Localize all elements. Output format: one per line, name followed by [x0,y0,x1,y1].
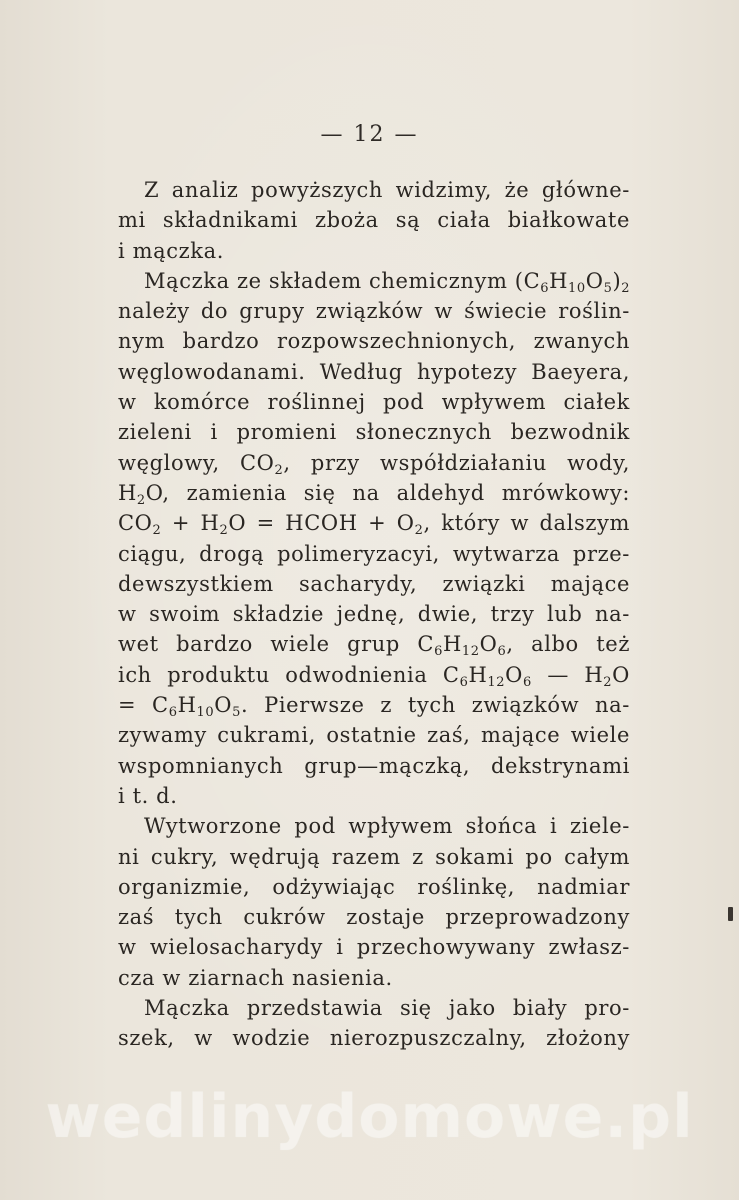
text-line: ni cukry, wędrują razem z sokami po całym [118,844,630,869]
body-text [118,175,630,1054]
text-line: Mączka przedstawia się jako biały pro- [144,996,630,1021]
text-line: $CO_2 + H_2O$ = HCOH + $O_2$, który w dalszym [118,511,630,539]
text-line: w wielosacharydy i przechowywany zwłasz- [118,935,630,960]
text-line: zaś tych cukrów zostaje przeprowadzony [118,905,630,930]
text-line: Z analiz powyższych widzimy, że główne- [144,178,630,202]
page-edge-mark [728,907,733,921]
text-line: w komórce roślinnej pod wpływem ciałek [118,390,630,415]
text-line: $H_2O$, zamienia się na aldehyd mrówkowy: [118,480,630,508]
text-line: = $C_6H_{10}O_5$. Pierwsze z tych związków na- [118,693,630,721]
text-line: węglowy, $CO_2$, przy współdziałaniu wody, [118,450,630,478]
text-line: Mączka ze składem chemicznym $(C_6H_{10}O_5)_2$ [144,268,631,296]
text-line: dewszystkiem sacharydy, związki mające [118,571,630,596]
text-line: nym bardzo rozpowszechnionych, zwanych [118,329,630,354]
watermark-text: wedlinydomowe.pl [45,1082,694,1152]
text-line: cza w ziarnach nasienia. [118,965,393,990]
text-line: należy do grupy związków w świecie roślin- [118,299,630,324]
text-line: i t. d. [118,783,178,808]
text-line: zieleni i promieni słonecznych bezwodnik [118,420,630,445]
text-line: węglowodanami. Według hypotezy Baeyera, [118,359,630,384]
text-line: ciągu, drogą polimeryzacyi, wytwarza prze- [118,541,630,566]
text-line: Wytworzone pod wpływem słońca i ziele- [144,814,630,839]
text-line: mi składnikami zboża są ciała białkowate [118,208,630,233]
page-number: — 12 — [320,122,419,147]
text-line: zywamy cukrami, ostatnie zaś, mające wiele [118,723,630,748]
text-line: szek, w wodzie nierozpuszczalny, złożony [118,1026,630,1051]
text-line: organizmie, odżywiając roślinkę, nadmiar [118,874,630,899]
text-line: wspomnianych grup—mączką, dekstrynami [118,753,630,778]
text-line: wet bardzo wiele grup $C_6H_{12}O_6$, albo też [118,632,631,660]
text-line: ich produktu odwodnienia $C_6H_{12}O_6$ — $H_2O$ [118,662,630,690]
text-line: w swoim składzie jednę, dwie, trzy lub na- [118,602,630,627]
text-line: i mączka. [118,238,224,263]
